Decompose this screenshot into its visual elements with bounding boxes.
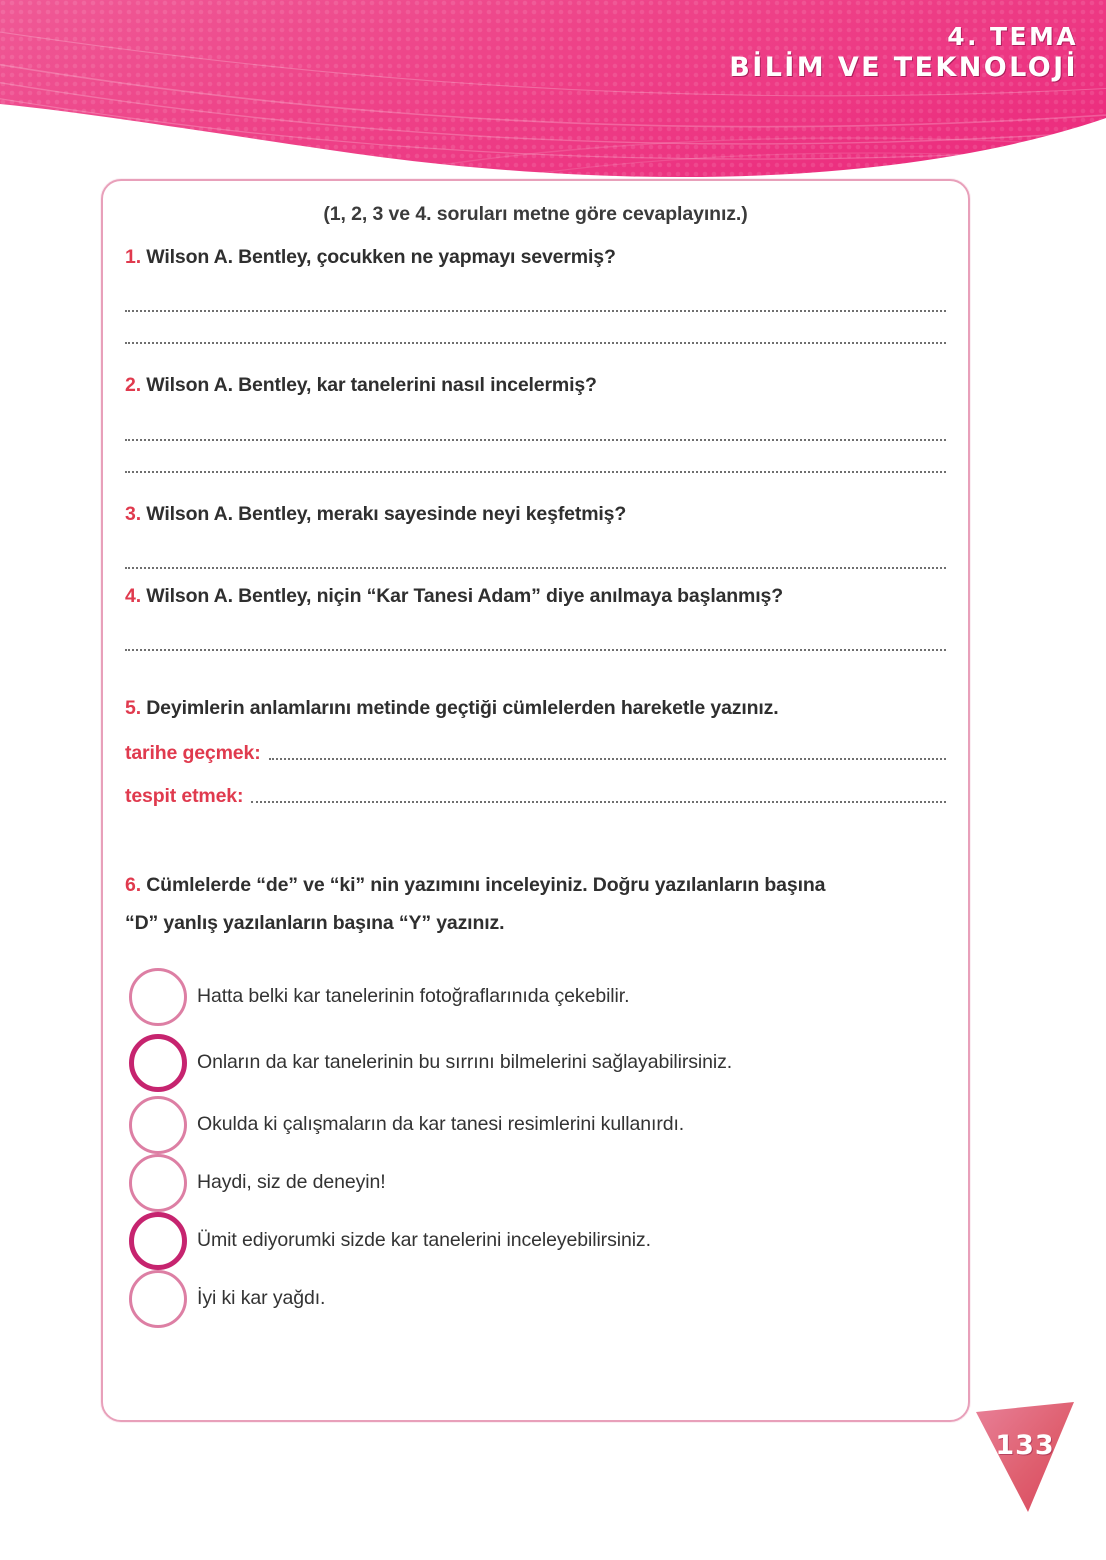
answer-bubble-2[interactable] bbox=[129, 1034, 187, 1092]
option-1-text: Hatta belki kar tanelerinin fotoğraflarınıda çekebilir. bbox=[197, 985, 630, 1008]
question-2-number: 2. bbox=[125, 374, 141, 397]
answer-bubble-3[interactable] bbox=[129, 1096, 187, 1154]
question-6-number: 6. bbox=[125, 873, 141, 896]
question-1 bbox=[125, 244, 946, 270]
question-2-text: Wilson A. Bentley, kar tanelerini nasıl incelermiş? bbox=[146, 374, 597, 397]
idiom-2-label: tespit etmek: bbox=[125, 784, 244, 807]
idiom-row-2 bbox=[125, 785, 946, 808]
question-5-text: Deyimlerin anlamlarını metinde geçtiği cümlelerden hareketle yazınız. bbox=[146, 697, 779, 720]
option-4-text: Haydi, siz de deneyin! bbox=[197, 1171, 386, 1194]
option-3-text: Okulda ki çalışmaların da kar tanesi resimlerini kullanırdı. bbox=[197, 1113, 685, 1136]
option-6-text: İyi ki kar yağdı. bbox=[197, 1287, 326, 1310]
answer-bubble-4[interactable] bbox=[129, 1154, 187, 1212]
option-5-text: Ümit ediyorumki sizde kar tanelerini inceleyebilirsiniz. bbox=[197, 1229, 651, 1252]
question-6-instructions bbox=[125, 866, 946, 942]
option-row-2[interactable] bbox=[125, 1030, 946, 1096]
answer-bubble-1[interactable] bbox=[129, 968, 187, 1026]
answer-bubble-5[interactable] bbox=[129, 1212, 187, 1270]
theme-number: 4. TEMA bbox=[947, 22, 1078, 51]
question-3 bbox=[125, 501, 946, 527]
idiom-1-label: tarihe geçmek: bbox=[125, 741, 261, 764]
question-6-line-1: Cümlelerde “de” ve “ki” nin yazımını inceleyiniz. Doğru yazılanların başına bbox=[146, 873, 826, 896]
question-5-block bbox=[125, 695, 946, 807]
idiom-1-answer-line[interactable] bbox=[269, 758, 946, 760]
question-5 bbox=[125, 695, 946, 721]
option-row-6[interactable] bbox=[125, 1270, 946, 1328]
page-number-badge bbox=[970, 1400, 1080, 1518]
option-2-text: Onların da kar tanelerinin bu sırrını bilmelerini sağlayabilirsiniz. bbox=[197, 1051, 733, 1074]
option-row-3[interactable] bbox=[125, 1096, 946, 1154]
question-3-text: Wilson A. Bentley, merakı sayesinde neyi keşfetmiş? bbox=[146, 502, 627, 525]
theme-name: BİLİM VE TEKNOLOJİ bbox=[729, 51, 1078, 83]
question-1-text: Wilson A. Bentley, çocukken ne yapmayı severmiş? bbox=[146, 246, 616, 268]
question-6-block bbox=[125, 866, 946, 1328]
answer-line-4a[interactable] bbox=[125, 649, 946, 651]
question-4-number: 4. bbox=[125, 584, 141, 607]
option-row-4[interactable] bbox=[125, 1154, 946, 1212]
answer-bubble-6[interactable] bbox=[129, 1270, 187, 1328]
worksheet-panel bbox=[101, 179, 970, 1422]
question-4-text: Wilson A. Bentley, niçin “Kar Tanesi Adam” diye anılmaya başlanmış? bbox=[146, 584, 783, 607]
page-header-banner bbox=[0, 0, 1106, 200]
question-6-options bbox=[125, 964, 946, 1328]
question-1-number: 1. bbox=[125, 246, 141, 268]
question-5-number: 5. bbox=[125, 697, 141, 720]
idiom-row-1 bbox=[125, 742, 946, 765]
idiom-2-answer-line[interactable] bbox=[251, 801, 946, 803]
page-number: 133 bbox=[995, 1430, 1055, 1461]
worksheet-content bbox=[125, 197, 946, 1406]
instruction-line: (1, 2, 3 ve 4. soruları metne göre cevaplayınız.) bbox=[323, 203, 748, 225]
option-row-1[interactable] bbox=[125, 964, 946, 1030]
question-6-line-2: “D” yanlış yazılanların başına “Y” yazınız. bbox=[125, 911, 505, 934]
option-row-5[interactable] bbox=[125, 1212, 946, 1270]
question-2 bbox=[125, 372, 946, 398]
question-3-number: 3. bbox=[125, 502, 141, 525]
question-4 bbox=[125, 583, 946, 609]
